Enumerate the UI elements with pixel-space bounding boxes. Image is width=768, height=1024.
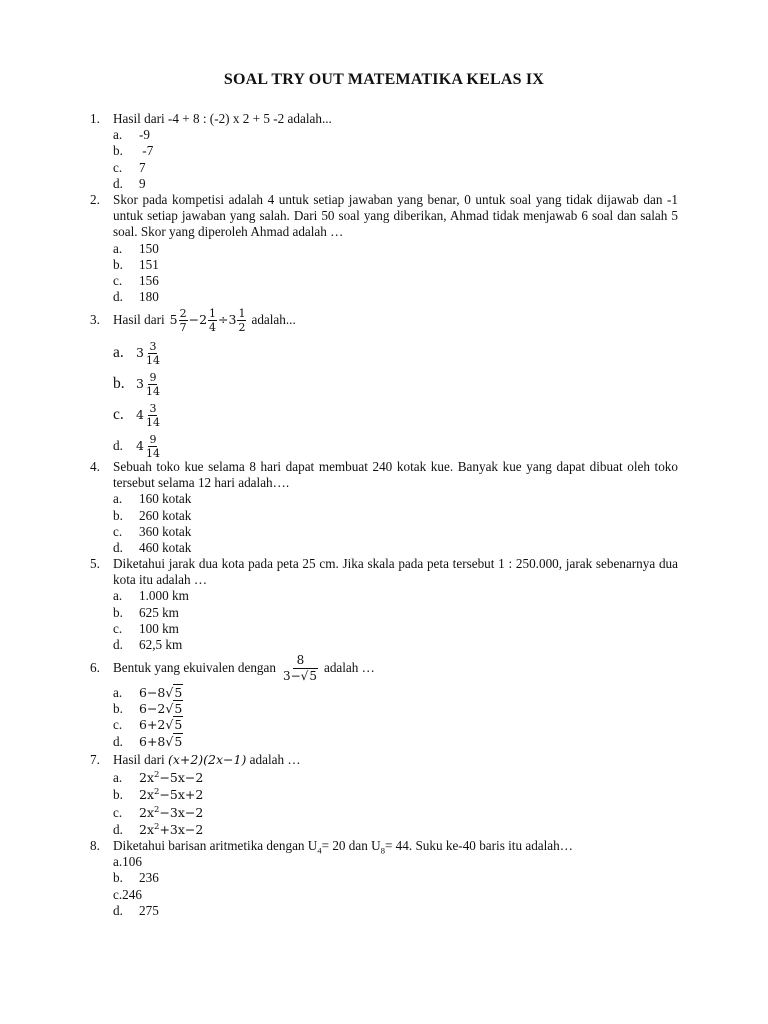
option-text: 9	[139, 175, 146, 191]
option-a	[113, 685, 678, 701]
question-text-before: Hasil dari	[113, 311, 165, 327]
option-a	[113, 769, 678, 787]
question-text-part: = 20 dan U	[321, 838, 381, 853]
radical: √5	[165, 717, 183, 733]
option-letter: d.	[113, 636, 123, 652]
question-5	[90, 556, 678, 653]
expression-prefix: 6+2	[139, 717, 166, 733]
mixed-number	[136, 403, 162, 428]
options-list	[113, 685, 678, 750]
option-b	[113, 508, 678, 524]
question-text-before: Hasil dari	[113, 752, 165, 767]
question-7	[90, 752, 678, 839]
question-text-after: adalah...	[251, 311, 296, 327]
options-list	[113, 338, 678, 462]
option-text: -9	[139, 127, 150, 143]
denominator: 14	[145, 354, 160, 367]
question-text	[113, 652, 678, 684]
option-text: 1.000 km	[139, 588, 189, 604]
denominator: 14	[145, 385, 160, 398]
denominator: 7	[179, 320, 187, 334]
option-letter: c.	[113, 406, 124, 424]
option-b	[113, 257, 678, 273]
operator-2: ÷3	[218, 311, 237, 327]
option-letter: b.	[113, 604, 123, 620]
option-c	[113, 524, 678, 540]
radicand: 5	[174, 701, 183, 717]
option-expression	[139, 701, 183, 717]
option-letter: c.	[113, 620, 123, 636]
denominator	[282, 669, 319, 682]
option-text: 62,5 km	[139, 636, 183, 652]
option-text: 151	[139, 256, 159, 272]
exponent: 2	[154, 822, 160, 833]
option-text: 275	[139, 902, 159, 918]
whole: 4	[136, 438, 144, 454]
option-letter: b.	[113, 143, 123, 159]
option-d	[113, 431, 678, 462]
radical: √5	[165, 733, 183, 749]
option-text: 460 kotak	[139, 539, 192, 555]
question-text	[113, 752, 678, 768]
option-letter: a.	[113, 769, 123, 785]
fraction	[282, 654, 319, 682]
expression-term: 2x	[139, 769, 155, 785]
option-letter: b.	[113, 375, 125, 393]
question-text-part: = 44. Suku ke-40 baris itu adalah…	[384, 838, 573, 853]
radical: √5	[165, 685, 183, 700]
question-number: 5.	[90, 556, 100, 571]
options-list	[113, 127, 678, 192]
question-text-before: Bentuk yang ekuivalen dengan	[113, 659, 276, 675]
option-expression	[139, 770, 203, 786]
question-number: 1.	[90, 111, 100, 126]
exponent: 2	[154, 769, 160, 780]
question-number: 8.	[90, 838, 100, 853]
option-letter: c.	[113, 804, 123, 820]
option-text: 7	[139, 159, 146, 175]
option-a	[113, 241, 678, 257]
option-letter: c.	[113, 159, 123, 175]
exponent: 2	[154, 787, 160, 798]
fraction	[145, 341, 161, 366]
radicand: 5	[174, 733, 183, 749]
expression-term: 2x	[139, 804, 155, 820]
question-text-after: adalah …	[249, 752, 301, 767]
fraction	[145, 372, 161, 397]
question-number: 7.	[90, 752, 100, 767]
expression-rest: −5x+2	[159, 787, 204, 803]
question-text	[113, 838, 678, 854]
option-expression	[139, 822, 203, 838]
denominator-prefix: 3−	[282, 669, 301, 683]
option-c	[113, 621, 678, 637]
option-text: 180	[139, 289, 159, 305]
question-text: Diketahui jarak dua kota pada peta 25 cm. Jika skala pada peta tersebut 1 : 250.000, jarak sebenarnya dua kota itu adalah …	[113, 556, 678, 588]
option-text: 236	[139, 870, 159, 886]
fraction-2	[208, 308, 217, 333]
option-c	[113, 717, 678, 733]
expression-prefix: 6−8	[139, 685, 166, 700]
option-text: 106	[122, 854, 142, 870]
question-text	[113, 308, 678, 332]
question-2	[90, 192, 678, 305]
option-letter: a.	[113, 491, 123, 507]
options-list	[113, 241, 678, 306]
numerator: 9	[149, 433, 157, 446]
denominator: 2	[238, 320, 246, 334]
option-letter: d.	[113, 175, 123, 191]
option-d	[113, 734, 678, 750]
option-a	[113, 491, 678, 507]
option-expression	[139, 787, 203, 803]
option-expression	[139, 685, 183, 701]
operator-1: −2	[188, 311, 208, 327]
question-text-part: Diketahui barisan aritmetika dengan U	[113, 838, 318, 853]
option-d	[113, 289, 678, 305]
expression-rest: +3x−2	[159, 822, 204, 838]
fraction	[145, 403, 161, 428]
whole: 3	[136, 376, 144, 392]
option-letter: b.	[113, 870, 123, 886]
option-letter: a.	[113, 344, 124, 362]
numerator: 3	[149, 340, 157, 353]
option-text: 150	[139, 240, 159, 256]
question-8	[90, 838, 678, 919]
denominator: 14	[145, 416, 160, 429]
option-b	[113, 369, 678, 400]
option-letter: a.	[113, 685, 123, 700]
option-b	[113, 870, 678, 886]
question-number: 2.	[90, 192, 100, 207]
option-d	[113, 540, 678, 556]
option-expression	[139, 717, 183, 733]
option-c	[113, 887, 678, 903]
numerator: 9	[149, 371, 157, 384]
numerator: 1	[209, 306, 217, 320]
option-d	[113, 637, 678, 653]
expression-rest: −5x−2	[159, 769, 204, 785]
option-b	[113, 787, 678, 805]
subscript: 8	[380, 845, 385, 856]
numerator: 1	[238, 306, 246, 320]
expression-prefix: 6+8	[139, 733, 166, 749]
option-letter: b.	[113, 701, 123, 717]
option-text: 360 kotak	[139, 523, 192, 539]
fraction-1	[179, 308, 188, 333]
option-letter: d.	[113, 289, 123, 305]
fraction	[145, 434, 161, 459]
options-list	[113, 769, 678, 839]
option-text: 246	[122, 886, 142, 902]
option-expression	[139, 805, 203, 821]
option-b	[113, 143, 678, 159]
option-letter: d.	[113, 733, 123, 749]
fraction-3	[237, 308, 246, 333]
numerator: 3	[149, 402, 157, 415]
expression-term: 2x	[139, 787, 155, 803]
question-text: Sebuah toko kue selama 8 hari dapat membuat 240 kotak kue. Banyak kue yang dapat dibuat oleh toko tersebut selama 12 hari adalah….	[113, 459, 678, 491]
option-d	[113, 822, 678, 840]
option-letter: d.	[113, 822, 123, 838]
whole: 4	[136, 407, 144, 423]
option-c	[113, 273, 678, 289]
option-text: 625 km	[139, 604, 179, 620]
option-d	[113, 903, 678, 919]
numerator: 2	[179, 306, 187, 320]
math-expression: (x+2)(2x−1)	[167, 752, 247, 767]
mixed-number	[136, 341, 162, 366]
option-text: 260 kotak	[139, 507, 192, 523]
question-6	[90, 652, 678, 750]
mixed-number	[136, 372, 162, 397]
radicand: 5	[309, 669, 317, 683]
options-list	[113, 588, 678, 653]
option-a	[113, 854, 678, 870]
math-expression	[170, 308, 248, 333]
expression-rest: −3x−2	[159, 804, 204, 820]
option-letter: d.	[113, 438, 123, 454]
document-title: SOAL TRY OUT MATEMATIKA KELAS IX	[223, 71, 545, 88]
question-text: Hasil dari -4 + 8 : (-2) x 2 + 5 -2 adalah...	[113, 111, 332, 126]
radicand: 5	[174, 717, 183, 733]
expression-prefix: 6−2	[139, 701, 166, 717]
option-c	[113, 160, 678, 176]
option-letter: b.	[113, 507, 123, 523]
subscript: 4	[317, 845, 322, 856]
radicand: 5	[174, 685, 183, 700]
question-text: Skor pada kompetisi adalah 4 untuk setiap jawaban yang benar, 0 untuk soal yang tidak dijawab dan -1 untuk setiap jawaban yang salah. Dari 50 soal yang diberikan, Ahmad tidak menjawab 6 soal dan salah 5 soal. Skor yang diperoleh Ahmad adalah …	[113, 192, 678, 240]
denominator: 4	[209, 320, 217, 334]
option-letter: a.	[113, 854, 123, 870]
option-c	[113, 804, 678, 822]
option-letter: c.	[113, 272, 123, 288]
option-text: 160 kotak	[139, 491, 192, 507]
whole-1: 5	[169, 311, 178, 327]
option-letter: c.	[113, 886, 123, 902]
option-a	[113, 127, 678, 143]
exponent: 2	[154, 804, 160, 815]
radical: √5	[300, 669, 317, 683]
question-number: 6.	[90, 660, 100, 675]
option-letter: a.	[113, 588, 123, 604]
question-3	[90, 308, 678, 462]
option-letter: b.	[113, 256, 123, 272]
option-text: -7	[139, 143, 154, 159]
option-letter: d.	[113, 539, 123, 555]
numerator: 8	[293, 654, 309, 669]
options-list	[113, 491, 678, 556]
radical: √5	[165, 701, 183, 717]
option-text: 100 km	[139, 620, 179, 636]
option-letter: d.	[113, 902, 123, 918]
mixed-number	[136, 434, 162, 459]
options-list	[113, 854, 678, 919]
question-number: 4.	[90, 459, 100, 474]
expression-term: 2x	[139, 822, 155, 838]
question-text-after: adalah …	[323, 659, 375, 675]
option-letter: c.	[113, 717, 123, 733]
option-a	[113, 338, 678, 369]
option-d	[113, 176, 678, 192]
denominator: 14	[145, 447, 160, 460]
option-letter: a.	[113, 240, 123, 256]
option-b	[113, 701, 678, 717]
option-b	[113, 605, 678, 621]
option-text: 156	[139, 272, 159, 288]
option-letter: a.	[113, 127, 123, 143]
question-1	[90, 111, 678, 192]
option-c	[113, 400, 678, 431]
option-letter: b.	[113, 787, 123, 803]
option-a	[113, 588, 678, 604]
whole: 3	[136, 345, 144, 361]
option-expression	[139, 734, 183, 750]
question-4	[90, 459, 678, 556]
option-letter: c.	[113, 523, 123, 539]
question-number: 3.	[90, 312, 100, 327]
